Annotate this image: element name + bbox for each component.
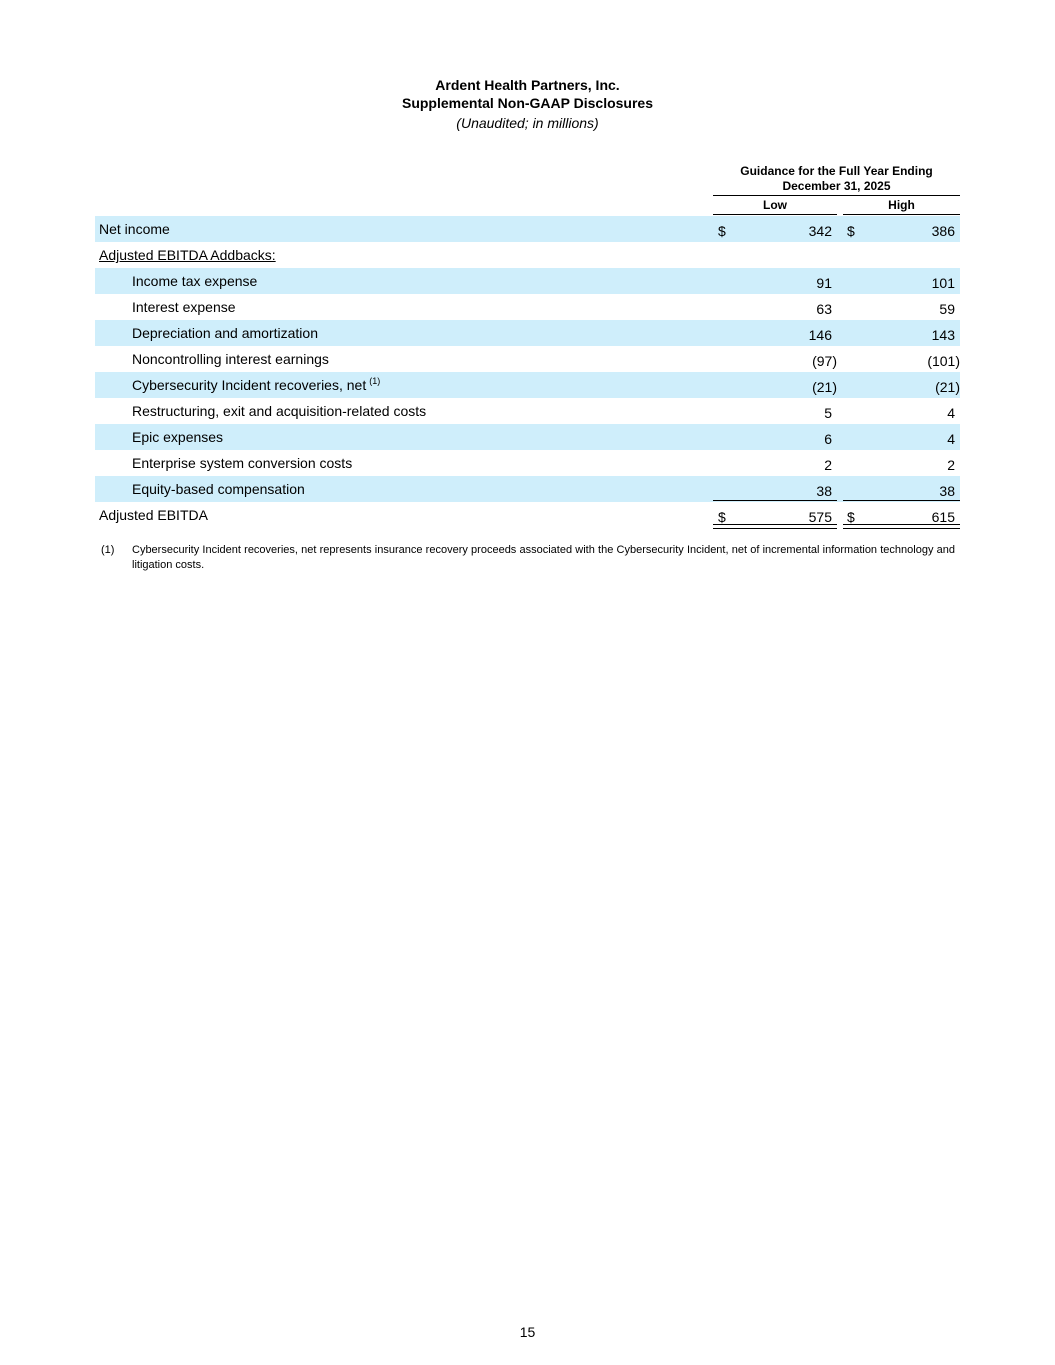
report-subtitle: (Unaudited; in millions)	[456, 115, 599, 131]
row-label: Adjusted EBITDA	[99, 507, 208, 523]
row-label: Equity-based compensation	[132, 481, 305, 497]
dollar-sign: $	[847, 509, 855, 525]
row-label: Epic expenses	[132, 429, 224, 445]
total-double-rule-high	[843, 524, 960, 529]
subtotal-rule-low	[713, 500, 837, 501]
low-column-header: Low	[713, 198, 837, 215]
low-value: 146	[808, 327, 832, 343]
footnote	[99, 543, 955, 573]
high-value: (101)	[927, 353, 960, 369]
high-value: 59	[939, 301, 955, 317]
table-row	[95, 346, 960, 372]
page-number: 15	[519, 1324, 536, 1340]
low-value: 5	[824, 405, 832, 421]
row-label: Enterprise system conversion costs	[132, 455, 353, 471]
row-label: Depreciation and amortization	[132, 325, 318, 341]
low-value: (97)	[812, 353, 837, 369]
high-value: 4	[947, 405, 955, 421]
table-row	[95, 450, 960, 476]
footnote-marker: (1)	[101, 544, 115, 556]
low-value: 63	[816, 301, 832, 317]
low-value: 6	[824, 431, 832, 447]
row-label: Adjusted EBITDA Addbacks:	[99, 247, 276, 263]
row-label: Interest expense	[132, 299, 236, 315]
table-row	[95, 294, 960, 320]
table-row	[95, 424, 960, 450]
high-value: 615	[931, 509, 955, 525]
row-label: Net income	[99, 221, 170, 237]
footnote-reference: (1)	[369, 376, 381, 386]
low-value: 38	[816, 483, 832, 499]
table-row	[95, 372, 960, 398]
high-value: 2	[947, 457, 955, 473]
high-value: 386	[931, 223, 955, 239]
total-double-rule-low	[713, 524, 837, 529]
table-row-addbacks-heading	[95, 242, 960, 268]
low-value: 342	[808, 223, 832, 239]
row-label-with-footnote	[132, 372, 380, 398]
dollar-sign: $	[847, 223, 855, 239]
footnote-text: Cybersecurity Incident recoveries, net represents insurance recovery proceeds associated with the Cybersecurity Incident, net of incremental information technology and litigation costs.	[132, 544, 955, 571]
table-row	[95, 320, 960, 346]
table-row-net-income	[95, 216, 960, 242]
page-header	[0, 76, 1055, 134]
low-value: 91	[816, 275, 832, 291]
row-label: Cybersecurity Incident recoveries, net	[132, 377, 367, 393]
high-column-header: High	[843, 198, 960, 215]
high-value: 4	[947, 431, 955, 447]
guidance-header-line1: Guidance for the Full Year Ending	[740, 164, 933, 178]
low-value: (21)	[812, 379, 837, 395]
high-value: (21)	[935, 379, 960, 395]
dollar-sign: $	[718, 509, 726, 525]
low-value: 575	[808, 509, 832, 525]
guidance-header-line2: December 31, 2025	[782, 179, 891, 193]
report-title: Supplemental Non-GAAP Disclosures	[401, 95, 653, 111]
high-value: 143	[931, 327, 955, 343]
table-row	[95, 476, 960, 502]
table-row	[95, 398, 960, 424]
low-value: 2	[824, 457, 832, 473]
row-label: Income tax expense	[132, 273, 258, 289]
dollar-sign: $	[718, 223, 726, 239]
high-value: 38	[939, 483, 955, 499]
table-row	[95, 268, 960, 294]
subtotal-rule-high	[843, 500, 960, 501]
high-value: 101	[931, 275, 955, 291]
ebitda-reconciliation-table	[95, 216, 960, 528]
row-label: Noncontrolling interest earnings	[132, 351, 329, 367]
row-label: Restructuring, exit and acquisition-related costs	[132, 403, 427, 419]
guidance-column-header	[713, 164, 960, 196]
company-name: Ardent Health Partners, Inc.	[435, 77, 620, 93]
